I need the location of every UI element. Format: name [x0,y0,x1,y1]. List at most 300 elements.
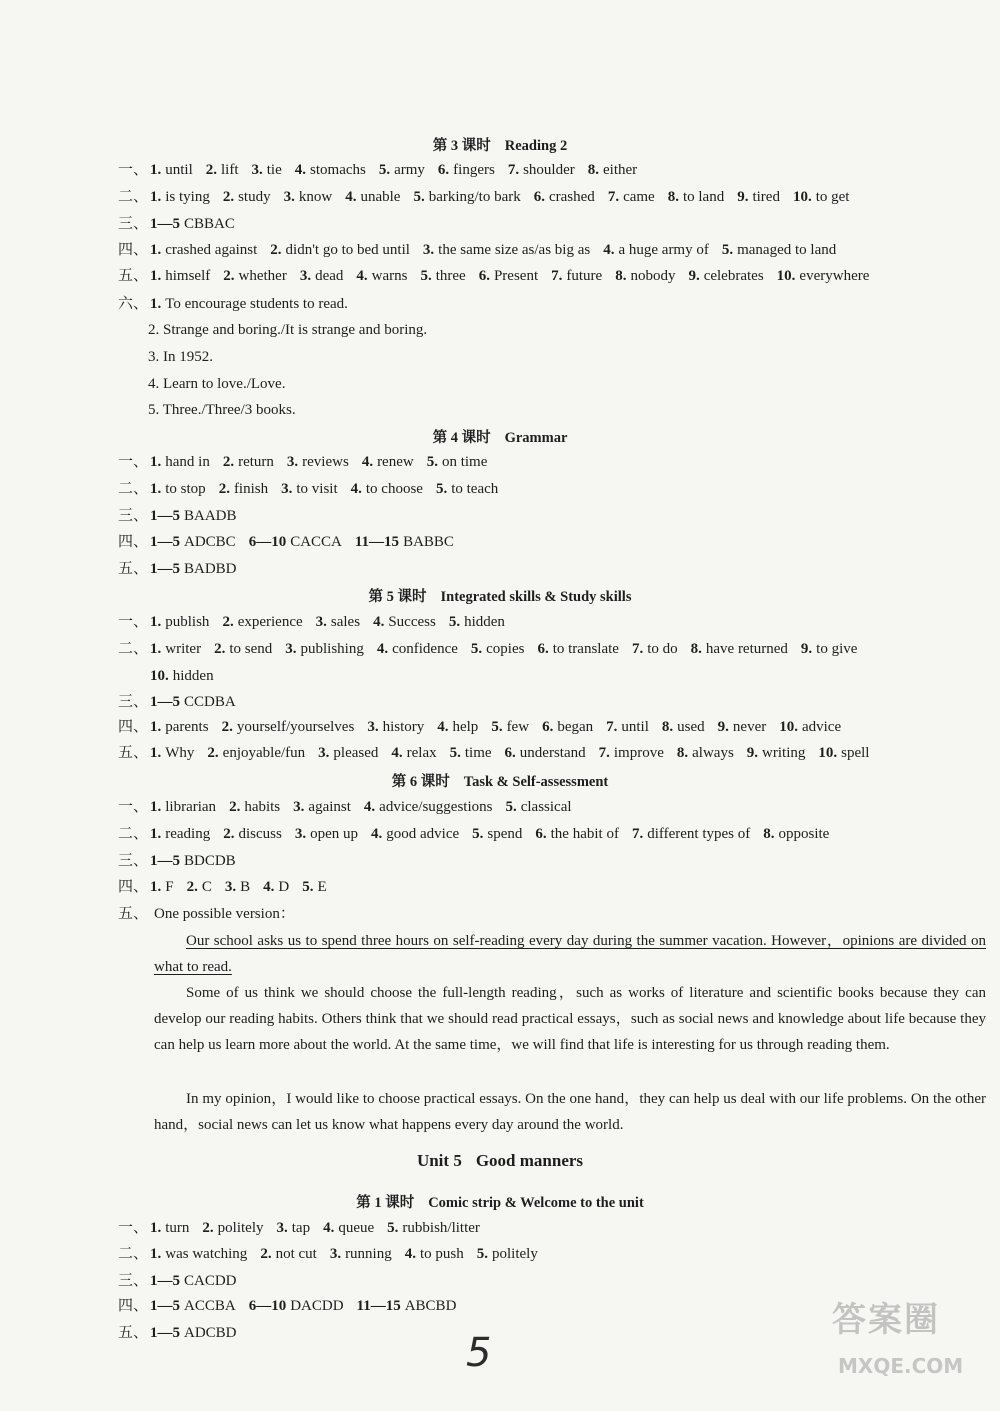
item-number: 3. [286,454,299,470]
answer-item [542,719,593,735]
item-answer: discuss [238,826,282,842]
item-number: 1. [150,162,162,178]
item-number: 8. [676,745,689,761]
item-number: 5. [302,879,314,895]
item-number: 4. [437,719,449,735]
item-number: 6. [478,268,490,284]
question-marker: 四、 [118,242,149,258]
answer-item [281,481,338,497]
answer-item [150,481,206,497]
essay-paragraph: In my opinion，I would like to choose practical essays. On the one hand，they can help us deal with our life problems. On the other hand，social news can let us know what happens every day around the world. [154,1091,986,1134]
answer-row [118,824,972,844]
item-answer: Why [165,745,195,761]
item-answer: reviews [302,454,349,470]
item-number: 2. [270,242,282,258]
item-answer: turn [165,1220,190,1236]
answer-item [150,1220,189,1236]
question-marker: 一、 [118,799,149,815]
item-number: 3. [315,614,327,630]
item-number: 1—5 [150,1325,180,1341]
answer-row [118,559,972,579]
item-answer: was watching [165,1246,248,1262]
item-answer: stomachs [310,162,366,178]
answer-item [801,641,858,657]
item-answer: copies [486,641,525,657]
answer-item [284,189,333,205]
item-answer: unable [360,189,401,205]
item-number: 8. [615,268,627,284]
answer-item [777,268,870,284]
item-number: 7. [606,719,618,735]
item-answer: good advice [386,826,460,842]
answer-item [477,1246,538,1262]
item-answer: BAADB [184,508,237,524]
item-number: 4. [603,242,615,258]
item-number: 9. [688,268,700,284]
item-answer: ADCBC [184,534,236,550]
question-marker: 四、 [118,719,149,735]
answer-item [818,745,869,761]
answer-row [118,612,972,632]
answer-item [214,641,272,657]
item-answer: hidden [464,614,505,630]
item-number: 3. [276,1220,288,1236]
answer-item [632,826,750,842]
item-answer: help [452,719,479,735]
answer-item [150,454,210,470]
item-number: 2. [218,481,230,497]
item-number: 4. [391,745,403,761]
item-answer: C [201,879,212,895]
item-number: 3. [285,641,297,657]
item-answer: rubbish/litter [402,1220,480,1236]
item-number: 5. [420,268,432,284]
item-answer: spend [487,826,523,842]
answer-item [437,719,478,735]
item-answer: BABBC [403,534,454,550]
question-marker: 一、 [118,614,149,630]
lesson-heading: 第 1 课时 Comic strip & Welcome to the unit [356,1195,644,1211]
item-number: 3. [283,189,295,205]
item-number: 9. [746,745,759,761]
item-number: 4. [363,799,376,815]
item-answer: either [603,162,638,178]
item-number: 2. [222,454,235,470]
answer-item [302,879,326,895]
item-number: 5. [491,719,503,735]
item-answer: lift [221,162,239,178]
item-answer: opposite [778,826,830,842]
item-number: 5. [505,799,517,815]
item-number: 1. [150,242,162,258]
answer-item [323,1220,374,1236]
answer-item [150,1298,236,1314]
item-number: 1. [150,641,162,657]
item-answer: publishing [300,641,364,657]
answer-item [505,799,571,815]
question-marker: 二、 [118,1246,149,1262]
answer-item [379,162,425,178]
item-number: 2. [223,268,235,284]
item-answer: shoulder [523,162,575,178]
answer-row [118,1271,972,1291]
item-number: 10. [779,719,798,735]
question-marker: 一、 [118,1220,149,1236]
question-marker: 二、 [118,189,149,205]
item-answer: three [435,268,466,284]
answer-item [588,162,637,178]
answer-row [118,1244,972,1264]
item-number: 3. [294,826,307,842]
answer-item [436,481,498,497]
answer-item [316,614,360,630]
item-number: 5. [448,614,461,630]
answer-item [367,719,424,735]
answer-item [150,242,257,258]
item-answer: CACCA [290,534,342,550]
item-answer: CBBAC [184,216,235,232]
item-number: 7. [507,162,520,178]
question-marker: 二、 [118,641,149,657]
answer-item [427,454,488,470]
item-answer: enjoyable/fun [222,745,306,761]
item-number: 5. [435,481,448,497]
item-number: 6. [533,189,545,205]
watermark-logo: 答案圈 [832,1300,940,1340]
item-number: 2. [221,719,233,735]
item-answer: understand [519,745,586,761]
item-answer: relax [406,745,437,761]
item-answer: the habit of [550,826,619,842]
item-answer: running [345,1246,392,1262]
item-answer: pleased [333,745,379,761]
question-marker: 一、 [118,454,149,470]
answer-item [287,454,349,470]
question-marker: 五、 [118,1325,149,1341]
item-answer: B [240,879,251,895]
item-number: 4. [371,826,383,842]
answer-row [118,479,972,499]
item-answer: CCDBA [184,694,236,710]
answer-item [356,268,407,284]
item-answer: everywhere [799,268,870,284]
item-number: 1. [150,614,162,630]
answer-row [118,266,972,286]
question-marker: 三、 [118,853,149,869]
item-number: 1—5 [150,694,180,710]
item-answer: ACCBA [184,1298,236,1314]
item-answer: crashed against [165,242,258,258]
answer-item [450,745,492,761]
item-answer: to get [815,189,850,205]
answer-item [491,719,529,735]
item-answer: CACDD [184,1273,237,1289]
item-answer: to push [419,1246,464,1262]
item-number: 4. [323,1220,335,1236]
answer-item [449,614,505,630]
answer-row [118,214,972,234]
item-number: 1—5 [150,1273,180,1289]
answer-row [118,452,972,472]
item-number: 5. [721,242,734,258]
item-answer: until [621,719,649,735]
item-number: 2. [207,745,219,761]
item-number: 7. [551,268,563,284]
answer-item [355,534,454,550]
question-marker: 四、 [118,534,149,550]
answer-item [150,799,216,815]
sub-answer: 4. Learn to love./Love. [148,376,286,392]
answer-item [391,745,436,761]
item-answer: to land [682,189,725,205]
item-answer: Success [388,614,436,630]
item-number: 9. [737,189,749,205]
item-number: 3. [299,268,312,284]
item-number: 8. [667,189,679,205]
item-answer: to send [229,641,273,657]
answer-item [150,719,209,735]
answer-item [229,799,280,815]
item-answer: librarian [165,799,217,815]
answer-item [150,1325,237,1341]
answer-item [202,1220,263,1236]
answer-item [219,481,268,497]
item-number: 2. [205,162,218,178]
answer-item [150,189,210,205]
item-answer: know [298,189,333,205]
answer-row [118,797,972,817]
item-number: 9. [717,719,729,735]
answer-item [603,242,709,258]
essay-paragraph: Our school asks us to spend three hours on self-reading every day during the summer vacation. However，opinions are divided on what to read. [154,933,986,976]
item-number: 3. [367,719,379,735]
sub-answer: 5. Three./Three/3 books. [148,402,296,418]
answer-item [632,641,678,657]
item-answer: always [692,745,734,761]
question-marker: 六、 [118,296,149,312]
answer-item [599,745,664,761]
answer-item [223,826,282,842]
item-number: 7. [631,826,644,842]
item-number: 1. [150,1246,162,1262]
item-number: 3. [281,481,293,497]
item-number: 1. [150,189,162,205]
item-number: 1. [150,1220,162,1236]
item-answer: few [506,719,530,735]
item-answer: not cut [275,1246,317,1262]
item-number: 2. [214,641,226,657]
answer-item [505,745,586,761]
watermark-url: MXQE.COM [838,1354,964,1378]
question-marker: 二、 [118,826,149,842]
item-answer: to do [647,641,678,657]
answer-item [691,641,788,657]
item-answer: DACDD [290,1298,344,1314]
item-answer: to give [816,641,858,657]
item-answer: until [165,162,193,178]
answer-item [150,561,237,577]
item-number: 4. [404,1246,416,1262]
answer-row [118,240,972,260]
item-number: 6. [535,826,547,842]
answer-item [150,668,214,684]
item-number: 1—5 [150,853,180,869]
item-number: 1. [150,296,162,312]
item-number: 1. [150,268,162,284]
item-answer: warns [371,268,408,284]
item-answer: army [394,162,425,178]
item-answer: confidence [392,641,458,657]
item-answer: history [382,719,425,735]
answer-item [420,268,465,284]
item-number: 1—5 [150,534,180,550]
item-number: 2. [222,189,235,205]
item-number: 7. [598,745,610,761]
answer-item [535,826,619,842]
item-number: 1. [150,879,162,895]
item-answer: to teach [451,481,499,497]
answer-item [223,268,287,284]
item-answer: spell [841,745,870,761]
answer-item [423,242,590,258]
answer-item [357,1298,457,1314]
answer-item [150,534,236,550]
item-number: 1—5 [150,1298,180,1314]
item-answer: time [464,745,492,761]
question-marker: 三、 [118,216,149,232]
essay-paragraph: Some of us think we should choose the full-length reading，such as works of literature and scientific books because they can develop our reading habits. Others think that we should read practical essays，such as social news and knowledge about life because they can help us learn more about the world. At the same time，we will find that life is interesting for us through reading them. [154,985,986,1054]
item-number: 8. [661,719,674,735]
answer-row [118,532,972,552]
watermark [832,1292,992,1402]
answer-row [118,692,972,712]
item-number: 4. [373,614,385,630]
answer-row [118,851,972,871]
answer-item [150,694,236,710]
answer-item [534,189,595,205]
item-answer: a huge army of [618,242,709,258]
item-answer: against [308,799,351,815]
item-number: 2. [222,614,234,630]
answer-item [438,162,495,178]
item-answer: hand in [165,454,210,470]
question-marker: 三、 [118,508,149,524]
item-number: 3. [293,799,305,815]
item-number: 3. [251,162,263,178]
question-marker: 四、 [118,879,149,895]
unit-heading: Unit 5 Good manners [416,1151,584,1170]
page-number: 5 [466,1330,492,1376]
answer-item [722,242,836,258]
item-number: 10. [818,745,838,761]
item-number: 6—10 [248,1298,287,1314]
answer-item [364,799,493,815]
item-answer: renew [377,454,414,470]
item-answer: is tying [165,189,210,205]
item-number: 5. [378,162,391,178]
item-number: 1—5 [150,508,180,524]
item-number: 10. [792,189,812,205]
item-answer: reading [165,826,211,842]
answer-item [263,879,289,895]
answer-item [285,641,364,657]
answer-item [508,162,575,178]
answer-item [318,745,378,761]
item-answer: used [677,719,705,735]
answer-item [747,745,806,761]
answer-item [150,296,348,312]
answer-item [606,719,649,735]
item-number: 8. [690,641,702,657]
item-number: 5. [449,745,461,761]
answer-row [118,506,972,526]
answer-item [345,189,400,205]
item-answer: fingers [453,162,495,178]
item-answer: ABCBD [404,1298,457,1314]
item-number: 6. [542,719,554,735]
answer-item [150,826,210,842]
sub-answer: 3. In 1952. [148,349,213,365]
question-marker: 三、 [118,1273,149,1289]
item-answer: future [566,268,603,284]
question-marker: 五、 [118,745,149,761]
item-answer: habits [244,799,281,815]
item-number: 5. [476,1246,488,1262]
item-number: 2. [260,1246,272,1262]
answer-item [371,826,459,842]
item-answer: nobody [630,268,676,284]
item-answer: BDCDB [184,853,236,869]
item-answer: to choose [365,481,423,497]
answer-row [118,877,972,897]
item-answer: came [623,189,655,205]
answer-row [118,294,972,314]
answer-row [118,743,972,763]
item-number: 1. [150,826,162,842]
item-number: 8. [763,826,775,842]
lesson-heading: 第 3 课时 Reading 2 [432,138,568,154]
item-number: 5. [472,826,484,842]
answer-item [472,826,522,842]
answer-item [662,719,705,735]
question-marker: 二、 [118,481,149,497]
item-answer: writer [165,641,202,657]
question-marker: 一、 [118,162,149,178]
answer-item [295,826,358,842]
answer-item [551,268,602,284]
item-answer: improve [613,745,664,761]
item-number: 1. [150,745,162,761]
item-answer: have returned [705,641,788,657]
item-number: 2. [223,826,235,842]
item-answer: finish [233,481,269,497]
answer-row [118,904,972,924]
lesson-heading: 第 4 课时 Grammar [432,430,568,446]
item-answer: One possible version： [154,906,295,922]
item-answer: on time [441,454,488,470]
item-answer: celebrates [703,268,764,284]
item-answer: began [557,719,594,735]
item-answer: dead [315,268,344,284]
answer-row [118,639,972,659]
answer-item [222,614,302,630]
item-number: 5. [470,641,483,657]
answer-item [150,216,235,232]
answer-item [413,189,520,205]
item-answer: tired [752,189,780,205]
answer-item [295,162,366,178]
answer-item [479,268,538,284]
